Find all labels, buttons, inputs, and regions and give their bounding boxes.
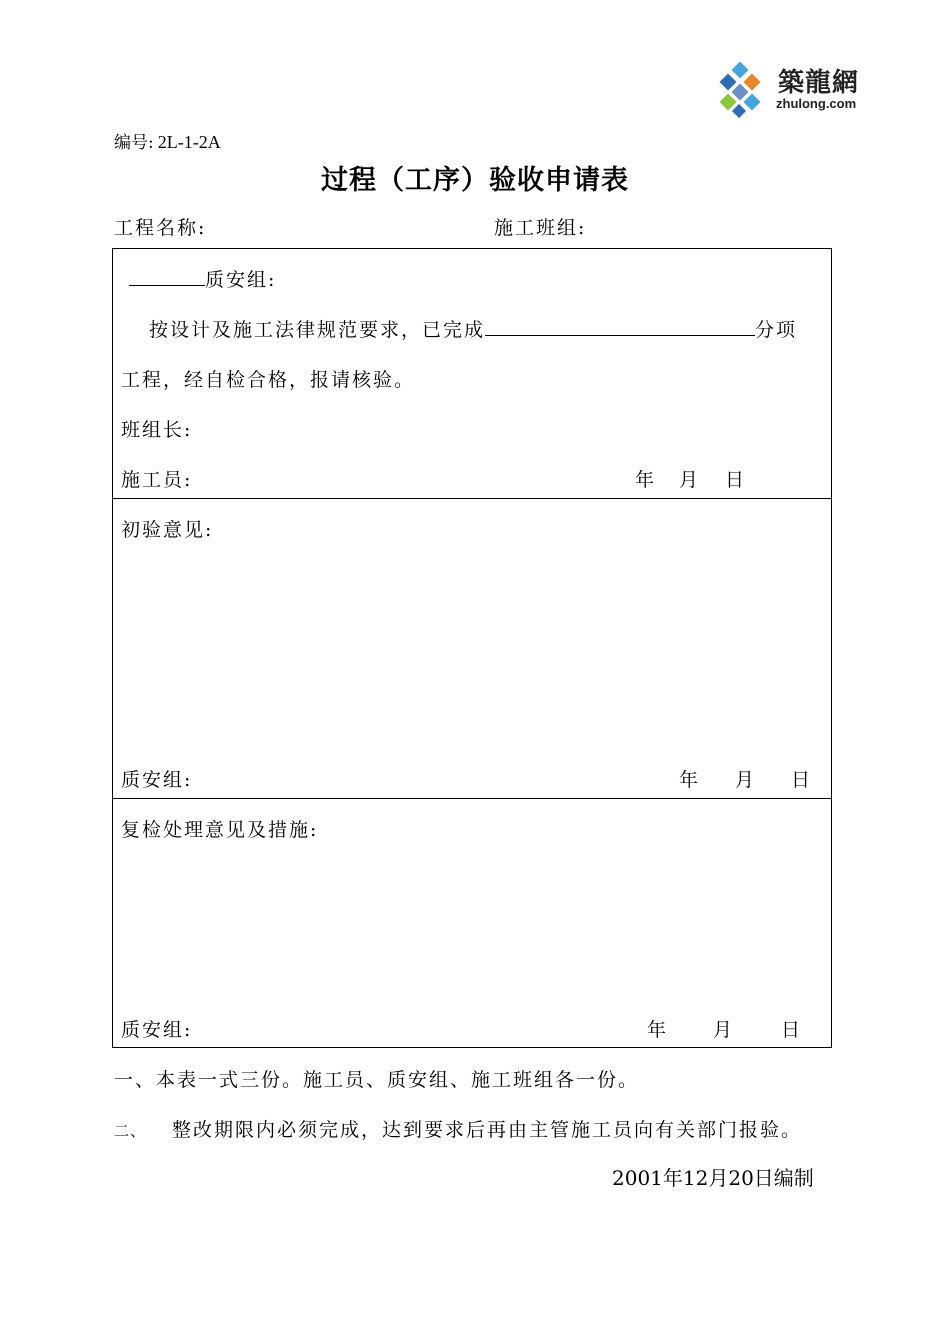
crew-field[interactable]: 施工班组: <box>494 217 587 239</box>
date-year: 年 <box>679 769 701 791</box>
initial-inspection-section <box>113 499 831 799</box>
addressee-line <box>129 265 276 292</box>
request-line-1 <box>149 315 797 342</box>
doc-number-label: 编号: <box>114 133 154 153</box>
page-title: 过程（工序）验收申请表 <box>321 165 629 196</box>
date-month: 月 <box>735 769 757 791</box>
logo-text-cn: 築龍網 <box>778 68 860 98</box>
constructor-label[interactable]: 施工员: <box>121 469 193 491</box>
logo-text-en: zhulong.com <box>776 96 857 111</box>
date-day: 日 <box>725 469 747 491</box>
zhulong-logo <box>716 58 876 122</box>
date-day: 日 <box>791 769 813 791</box>
crew-leader-label[interactable]: 班组长: <box>121 419 193 441</box>
addressee-blank[interactable] <box>129 267 205 286</box>
initial-inspection-heading: 初验意见: <box>121 519 214 541</box>
logo-mark-icon <box>716 62 774 120</box>
date-month: 月 <box>679 469 701 491</box>
date-day: 日 <box>781 1019 803 1041</box>
compiled-date: 2001年12月20日编制 <box>612 1166 814 1190</box>
subitem-blank[interactable] <box>485 317 755 336</box>
request-line-2: 工程，经自检合格，报请核验。 <box>121 369 416 391</box>
reinspection-section <box>113 799 831 1049</box>
project-name-field[interactable]: 工程名称: <box>114 217 207 239</box>
note-1: 一、本表一式三份。施工员、质安组、施工班组各一份。 <box>114 1069 640 1091</box>
note-2-text: 整改期限内必须完成，达到要求后再由主管施工员向有关部门报验。 <box>172 1119 803 1141</box>
request-prefix: 按设计及施工法律规范要求，已完成 <box>149 319 486 341</box>
reinspection-signer-label[interactable]: 质安组: <box>121 1019 193 1041</box>
doc-number-value: 2L-1-2A <box>157 132 221 152</box>
addressee-label: 质安组: <box>205 269 277 291</box>
request-suffix: 分项 <box>755 319 798 341</box>
note-2 <box>114 1115 802 1142</box>
application-form-table <box>112 248 832 1048</box>
date-month: 月 <box>713 1019 735 1041</box>
note-2-number: 二、 <box>114 1122 147 1140</box>
date-year: 年 <box>635 469 657 491</box>
date-year: 年 <box>647 1019 669 1041</box>
doc-number <box>114 128 221 153</box>
application-section <box>113 249 831 499</box>
reinspection-heading: 复检处理意见及措施: <box>121 819 319 841</box>
initial-signer-label[interactable]: 质安组: <box>121 769 193 791</box>
